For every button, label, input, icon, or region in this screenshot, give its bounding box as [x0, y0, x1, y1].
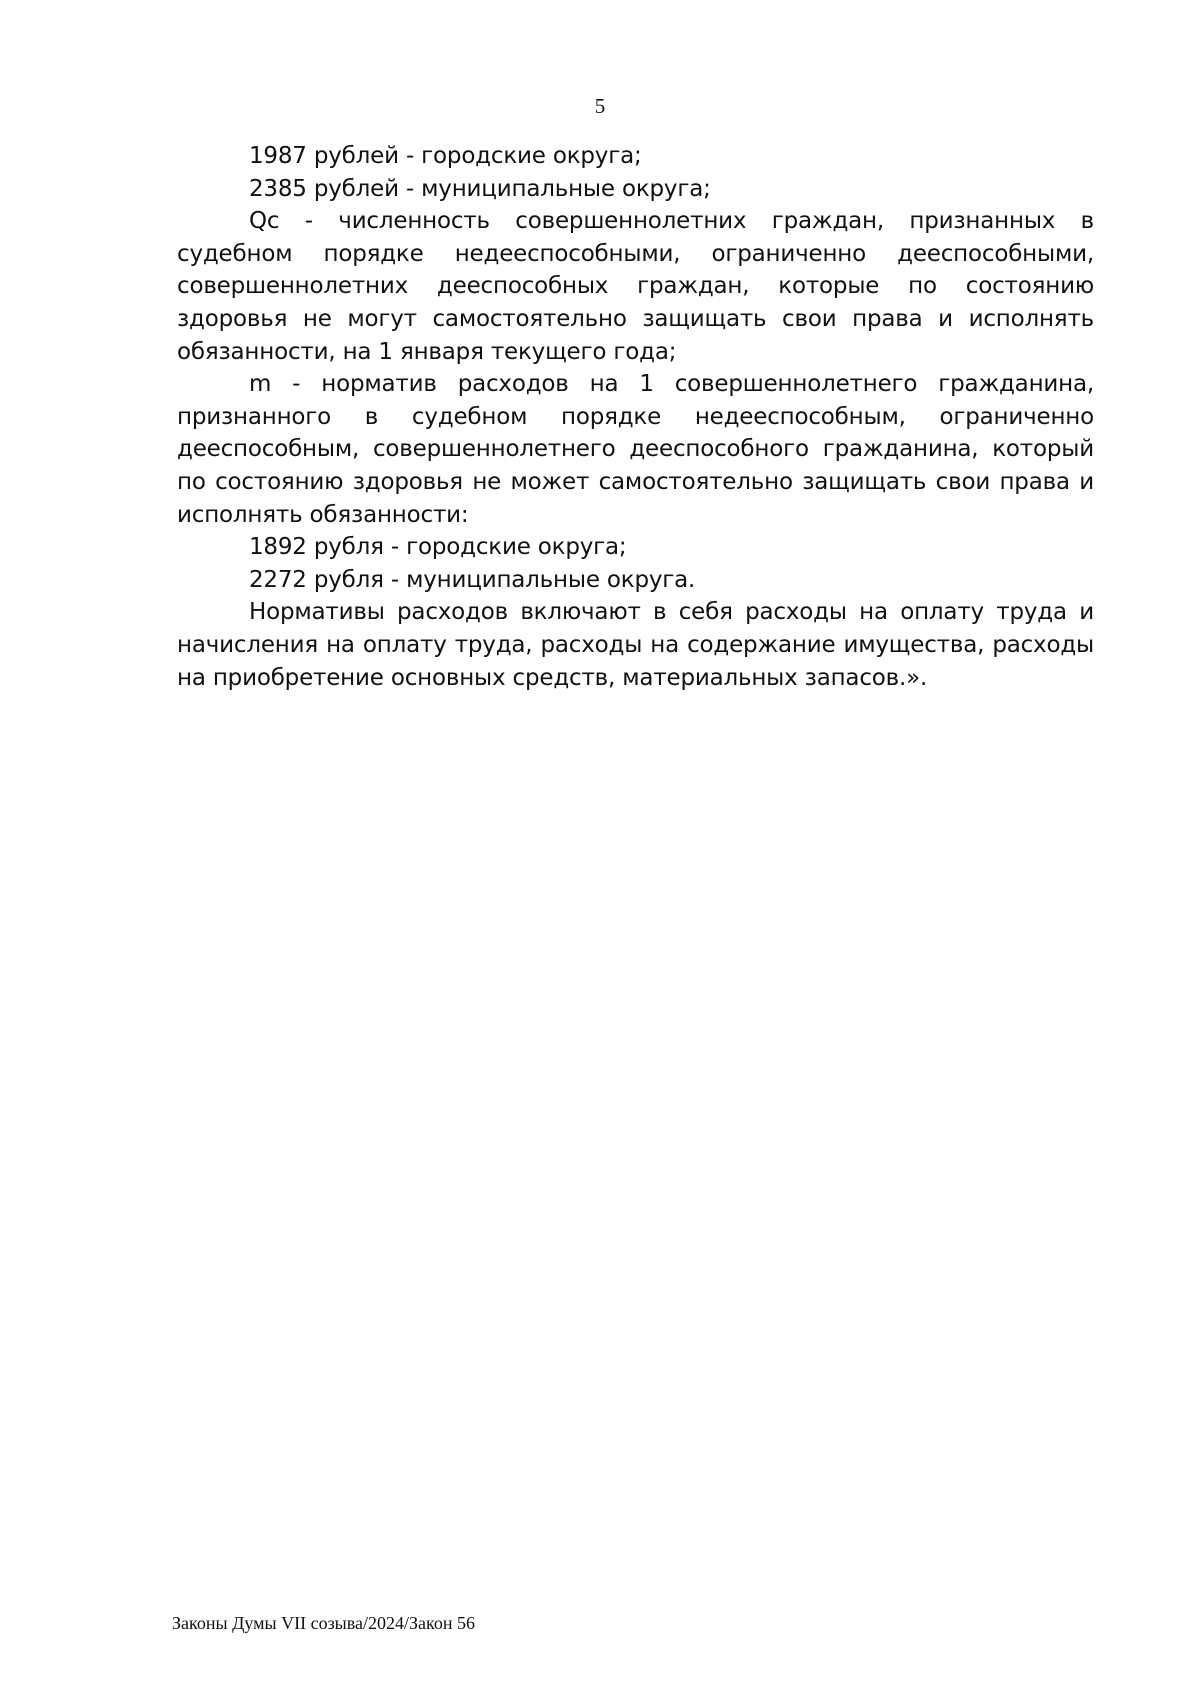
- document-body: [177, 140, 1094, 694]
- page-number: 5: [594, 94, 606, 118]
- footer-reference: Законы Думы VII созыва/2024/Закон 56: [172, 1613, 475, 1633]
- paragraph-qc-definition: Qс - численность совершеннолетних граждан, признанных в судебном порядке недееспособными, ограниченно дееспособными, совершеннолетних дееспособных граждан, которые по состоянию здоровья не могут самостоятельно защищать свои права и исполнять обязанности, на 1 января текущего года;: [177, 208, 1094, 365]
- paragraph-m-definition: m - норматив расходов на 1 совершеннолетнего гражданина, признанного в судебном порядке недееспособным, ограниченно дееспособным, совершеннолетнего дееспособного гражданина, который по состоянию здоровья не может самостоятельно защищать свои права и исполнять обязанности:: [177, 371, 1094, 528]
- paragraph-rate-city-districts: 1987 рублей - городские округа;: [249, 143, 642, 169]
- paragraph-m-rate-municipal-districts: 2272 рубля - муниципальные округа.: [249, 566, 696, 593]
- paragraph-expense-norms: Нормативы расходов включают в себя расходы на оплату труда и начисления на оплату труда, расходы на содержание имущества, расходы на приобретение основных средств, материальных запасов.».: [177, 599, 1094, 691]
- paragraph-rate-municipal-districts: 2385 рублей - муниципальные округа;: [249, 175, 711, 202]
- paragraph-m-rate-city-districts: 1892 рубля - городские округа;: [249, 534, 627, 561]
